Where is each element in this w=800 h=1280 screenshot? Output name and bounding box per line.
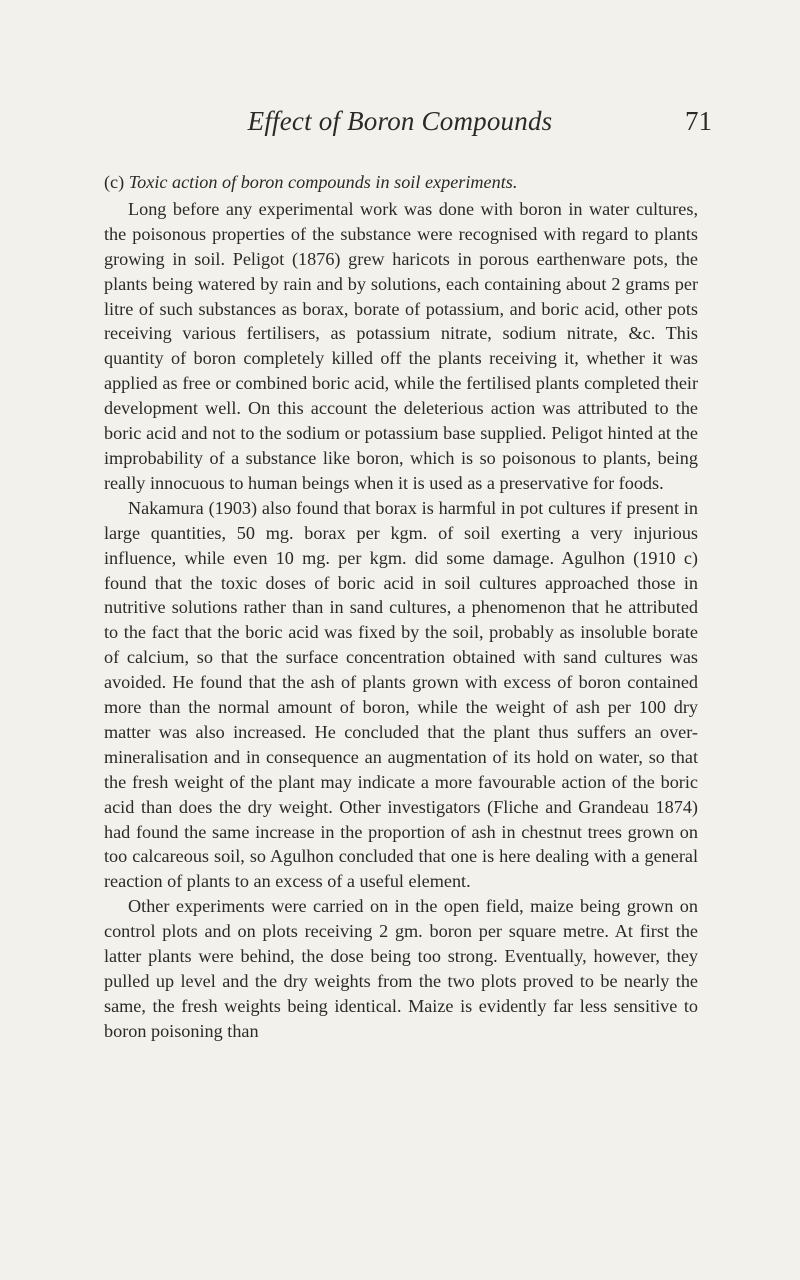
- body-text: [104, 170, 698, 1044]
- paragraph: Other experiments were carried on in the open field, maize being grown on control plots and on plots receiving 2 gm. boron per square metre. At first the latter plants were behind, the dose being too strong. Eventually, however, they pulled up level and the dry weights from the two plots proved to be nearly the same, the fresh weights being identical. Maize is evidently far less sensitive to boron poisoning than: [104, 896, 698, 1041]
- section-heading: [104, 170, 698, 195]
- section-title: Toxic action of boron compounds in soil experiments.: [128, 172, 518, 192]
- section-label: (c): [104, 172, 125, 192]
- paragraph: Nakamura (1903) also found that borax is harmful in pot cultures if present in large quantities, 50 mg. borax per kgm. of soil exerting a very injurious influence, while even 10 mg. per kgm. did some damage. Agulhon (1910 c) found that the toxic doses of boric acid in soil cultures approached those in nutritive solutions rather than in sand cultures, a phenomenon that he attributed to the fact that the boric acid was fixed by the soil, probably as insoluble borate of calcium, so that the surface concentration obtained with sand cultures was avoided. He found that the ash of plants grown with excess of boron contained more than the normal amount of boron, while the weight of ash per 100 dry matter was also increased. He concluded that the plant thus suffers an over-mineralisation and in consequence an augmentation of its hold on water, so that the fresh weight of the plant may indicate a more favourable action of the boric acid than does the dry weight. Other investigators (Fliche and Grandeau 1874) had found the same increase in the proportion of ash in chestnut trees grown on too calcareous soil, so Agulhon concluded that one is here dealing with a general reaction of plants to an excess of a useful element.: [104, 497, 698, 892]
- running-head: [0, 100, 800, 140]
- page-number: 71: [685, 106, 712, 136]
- paragraph: Long before any experimental work was done with boron in water cultures, the poisonous properties of the substance were recognised with regard to plants growing in soil. Peligot (1876) grew haricots in porous earthenware pots, the plants being watered by rain and by solutions, each containing about 2 grams per litre of such substances as borax, borate of potassium, and boric acid, other pots receiving various fertilisers, as potassium nitrate, sodium nitrate, &c. This quantity of boron completely killed off the plants receiving it, whether it was applied as free or combined boric acid, while the fertilised plants completed their development well. On this account the deleterious action was attributed to the boric acid and not to the sodium or potassium base supplied. Peligot hinted at the improbability of a substance like boron, which is so poisonous to plants, being really innocuous to human beings when it is used as a preservative for foods.: [104, 198, 698, 493]
- running-title: Effect of Boron Compounds: [247, 106, 553, 136]
